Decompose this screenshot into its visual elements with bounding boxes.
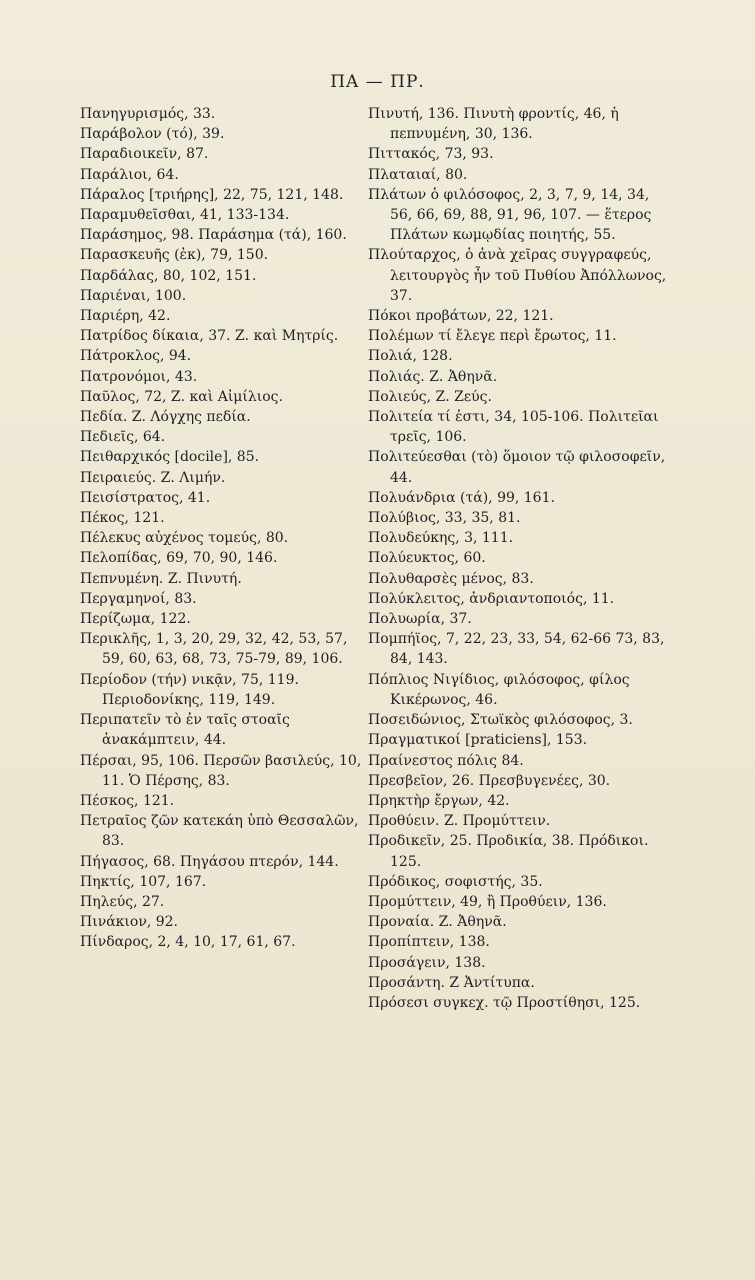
index-entry: Πλούταρχος, ὁ ἀνὰ χεῖρας συγγραφεύς, λειτουργὸς ἦν τοῦ Πυθίου Ἀπόλλωνος, 37. (368, 247, 667, 304)
index-entry: Προναία. Ζ. Ἀθηνᾶ. (368, 914, 507, 931)
index-entry: Προθύειν. Ζ. Προμύττειν. (368, 813, 551, 830)
index-entry: Πόπλιος Νιγίδιος, φιλόσοφος, φίλος Κικέρωνος, 46. (368, 671, 630, 708)
page-header: ΠΑ — ΠΡ. (330, 72, 425, 92)
index-entry: Πηκτίς, 107, 167. (80, 873, 207, 890)
index-column-left (80, 104, 370, 953)
index-entry: Πρηκτὴρ ἔργων, 42. (368, 792, 510, 809)
index-entry: Προμύττειν, 49, ἢ Προθύειν, 136. (368, 893, 607, 910)
index-entry: Πολυωρία, 37. (368, 611, 472, 628)
index-entry: Πειθαρχικός [docile], 85. (80, 449, 260, 466)
index-entry: Πολιτεία τί ἐστι, 34, 105-106. Πολιτεῖαι τρεῖς, 106. (368, 409, 659, 446)
index-entry: Πιττακός, 73, 93. (368, 146, 494, 163)
index-entry: Περγαμηνοί, 83. (80, 590, 197, 607)
index-entry: Πολιτεύεσθαι (τὸ) ὅμοιον τῷ φιλοσοφεῖν, 44. (368, 449, 666, 486)
index-entry: Πέκος, 121. (80, 510, 165, 527)
index-entry: Παράβολον (τό), 39. (80, 126, 225, 143)
index-entry: Πετραῖος ζῶν κατεκάη ὑπὸ Θεσσαλῶν, 83. (80, 813, 359, 850)
index-entry: Πέσκος, 121. (80, 792, 175, 809)
index-entry: Πατρίδος δίκαια, 37. Ζ. καὶ Μητρίς. (80, 328, 339, 345)
index-entry: Πανηγυρισμός, 33. (80, 106, 216, 122)
index-entry: Πολιά, 128. (368, 348, 453, 365)
index-entry: Πολυδεύκης, 3, 111. (368, 530, 514, 547)
index-entry: Πινάκιον, 92. (80, 914, 179, 931)
index-entry: Πλαταιαί, 80. (368, 166, 468, 183)
index-entry: Παραμυθεῖσθαι, 41, 133-134. (80, 207, 290, 224)
index-entry: Πήγασος, 68. Πηγάσου πτερόν, 144. (80, 853, 339, 870)
index-entry: Πολύβιος, 33, 35, 81. (368, 510, 521, 527)
index-entry: Πολιεύς, Ζ. Ζεύς. (368, 388, 492, 405)
index-entry: Πάτροκλος, 94. (80, 348, 192, 365)
index-entry: Πέλεκυς αὐχένος τομεύς, 80. (80, 530, 289, 547)
index-entry: Ποσειδώνιος, Στωϊκὸς φιλόσοφος, 3. (368, 712, 633, 729)
index-entry: Παρδάλας, 80, 102, 151. (80, 267, 257, 284)
index-entry: Πρόδικος, σοφιστής, 35. (368, 873, 543, 890)
index-entry: Πρεσβεῖον, 26. Πρεσβυγενέες, 30. (368, 772, 611, 789)
index-entry: Πατρονόμοι, 43. (80, 368, 198, 385)
index-entry: Παριέναι, 100. (80, 287, 187, 304)
index-entry: Πλάτων ὁ φιλόσοφος, 2, 3, 7, 9, 14, 34, 56, 66, 69, 88, 91, 96, 107. — ἕτερος Πλάτων κωμῳδίας ποιητής, 55. (368, 186, 652, 244)
index-entry: Προδικεῖν, 25. Προδικία, 38. Πρόδικοι. 125. (368, 833, 649, 870)
index-entry: Πεδία. Ζ. Λόγχης πεδία. (80, 409, 251, 426)
index-entry: Πέρσαι, 95, 106. Περσῶν βασιλεύς, 10, 11. Ὁ Πέρσης, 83. (80, 752, 362, 789)
index-entry: Προπίπτειν, 138. (368, 934, 490, 951)
index-entry: Προσάντη. Ζ Ἀντίτυπα. (368, 974, 535, 991)
index-entry: Πειραιεύς. Ζ. Λιμήν. (80, 469, 226, 486)
index-entry: Πεπνυμένη. Ζ. Πινυτή. (80, 570, 242, 587)
index-entry: Πεισίστρατος, 41. (80, 489, 211, 506)
index-entry: Παῦλος, 72, Ζ. καὶ Αἰμίλιος. (80, 388, 283, 405)
index-column-right (368, 104, 673, 1013)
index-entry: Πολιάς. Ζ. Ἀθηνᾶ. (368, 368, 498, 385)
index-entry: Πολύευκτος, 60. (368, 550, 486, 567)
index-entry: Περίζωμα, 122. (80, 611, 191, 628)
index-entry: Πολυάνδρια (τά), 99, 161. (368, 489, 555, 506)
index-entry: Προσάγειν, 138. (368, 954, 486, 971)
index-entry: Πολυθαρσὲς μένος, 83. (368, 570, 534, 587)
index-entry: Παράλιοι, 64. (80, 166, 179, 183)
index-entry: Περικλῆς, 1, 3, 20, 29, 32, 42, 53, 57, 59, 60, 63, 68, 73, 75-79, 89, 106. (80, 631, 348, 668)
index-entry: Πελοπίδας, 69, 70, 90, 146. (80, 550, 278, 567)
index-entry: Πάραλος [τριήρης], 22, 75, 121, 148. (80, 186, 344, 203)
index-entry: Πίνδαρος, 2, 4, 10, 17, 61, 67. (80, 934, 296, 951)
index-entry: Πρόσεσι συγκεχ. τῷ Προστίθησι, 125. (368, 994, 641, 1011)
index-entry: Πομπήϊος, 7, 22, 23, 33, 54, 62-66 73, 83, 84, 143. (368, 631, 665, 668)
index-entry: Παράσημος, 98. Παράσημα (τά), 160. (80, 227, 347, 244)
index-entry: Πόκοι προβάτων, 22, 121. (368, 308, 554, 325)
index-entry: Παραδιοικεῖν, 87. (80, 146, 209, 163)
index-entry: Πεδιεῖς, 64. (80, 429, 166, 446)
index-entry: Παριέρη, 42. (80, 308, 171, 325)
index-entry: Πολέμων τί ἔλεγε περὶ ἔρωτος, 11. (368, 328, 617, 345)
index-entry: Περιπατεῖν τὸ ἐν ταῖς στοαῖς ἀνακάμπτειν, 44. (80, 712, 290, 749)
index-entry: Περίοδον (τήν) νικᾷν, 75, 119. Περιοδονίκης, 119, 149. (80, 671, 299, 708)
index-entry: Πολύκλειτος, ἀνδριαντοποιός, 11. (368, 590, 615, 607)
index-entry: Παρασκευῆς (ἐκ), 79, 150. (80, 247, 269, 264)
index-entry: Πραγματικοί [praticiens], 153. (368, 732, 588, 749)
index-entry: Πραίνεστος πόλις 84. (368, 752, 524, 769)
index-entry: Πινυτή, 136. Πινυτὴ φροντίς, 46, ἡ πεπνυμένη, 30, 136. (368, 106, 619, 143)
index-entry: Πηλεύς, 27. (80, 893, 165, 910)
